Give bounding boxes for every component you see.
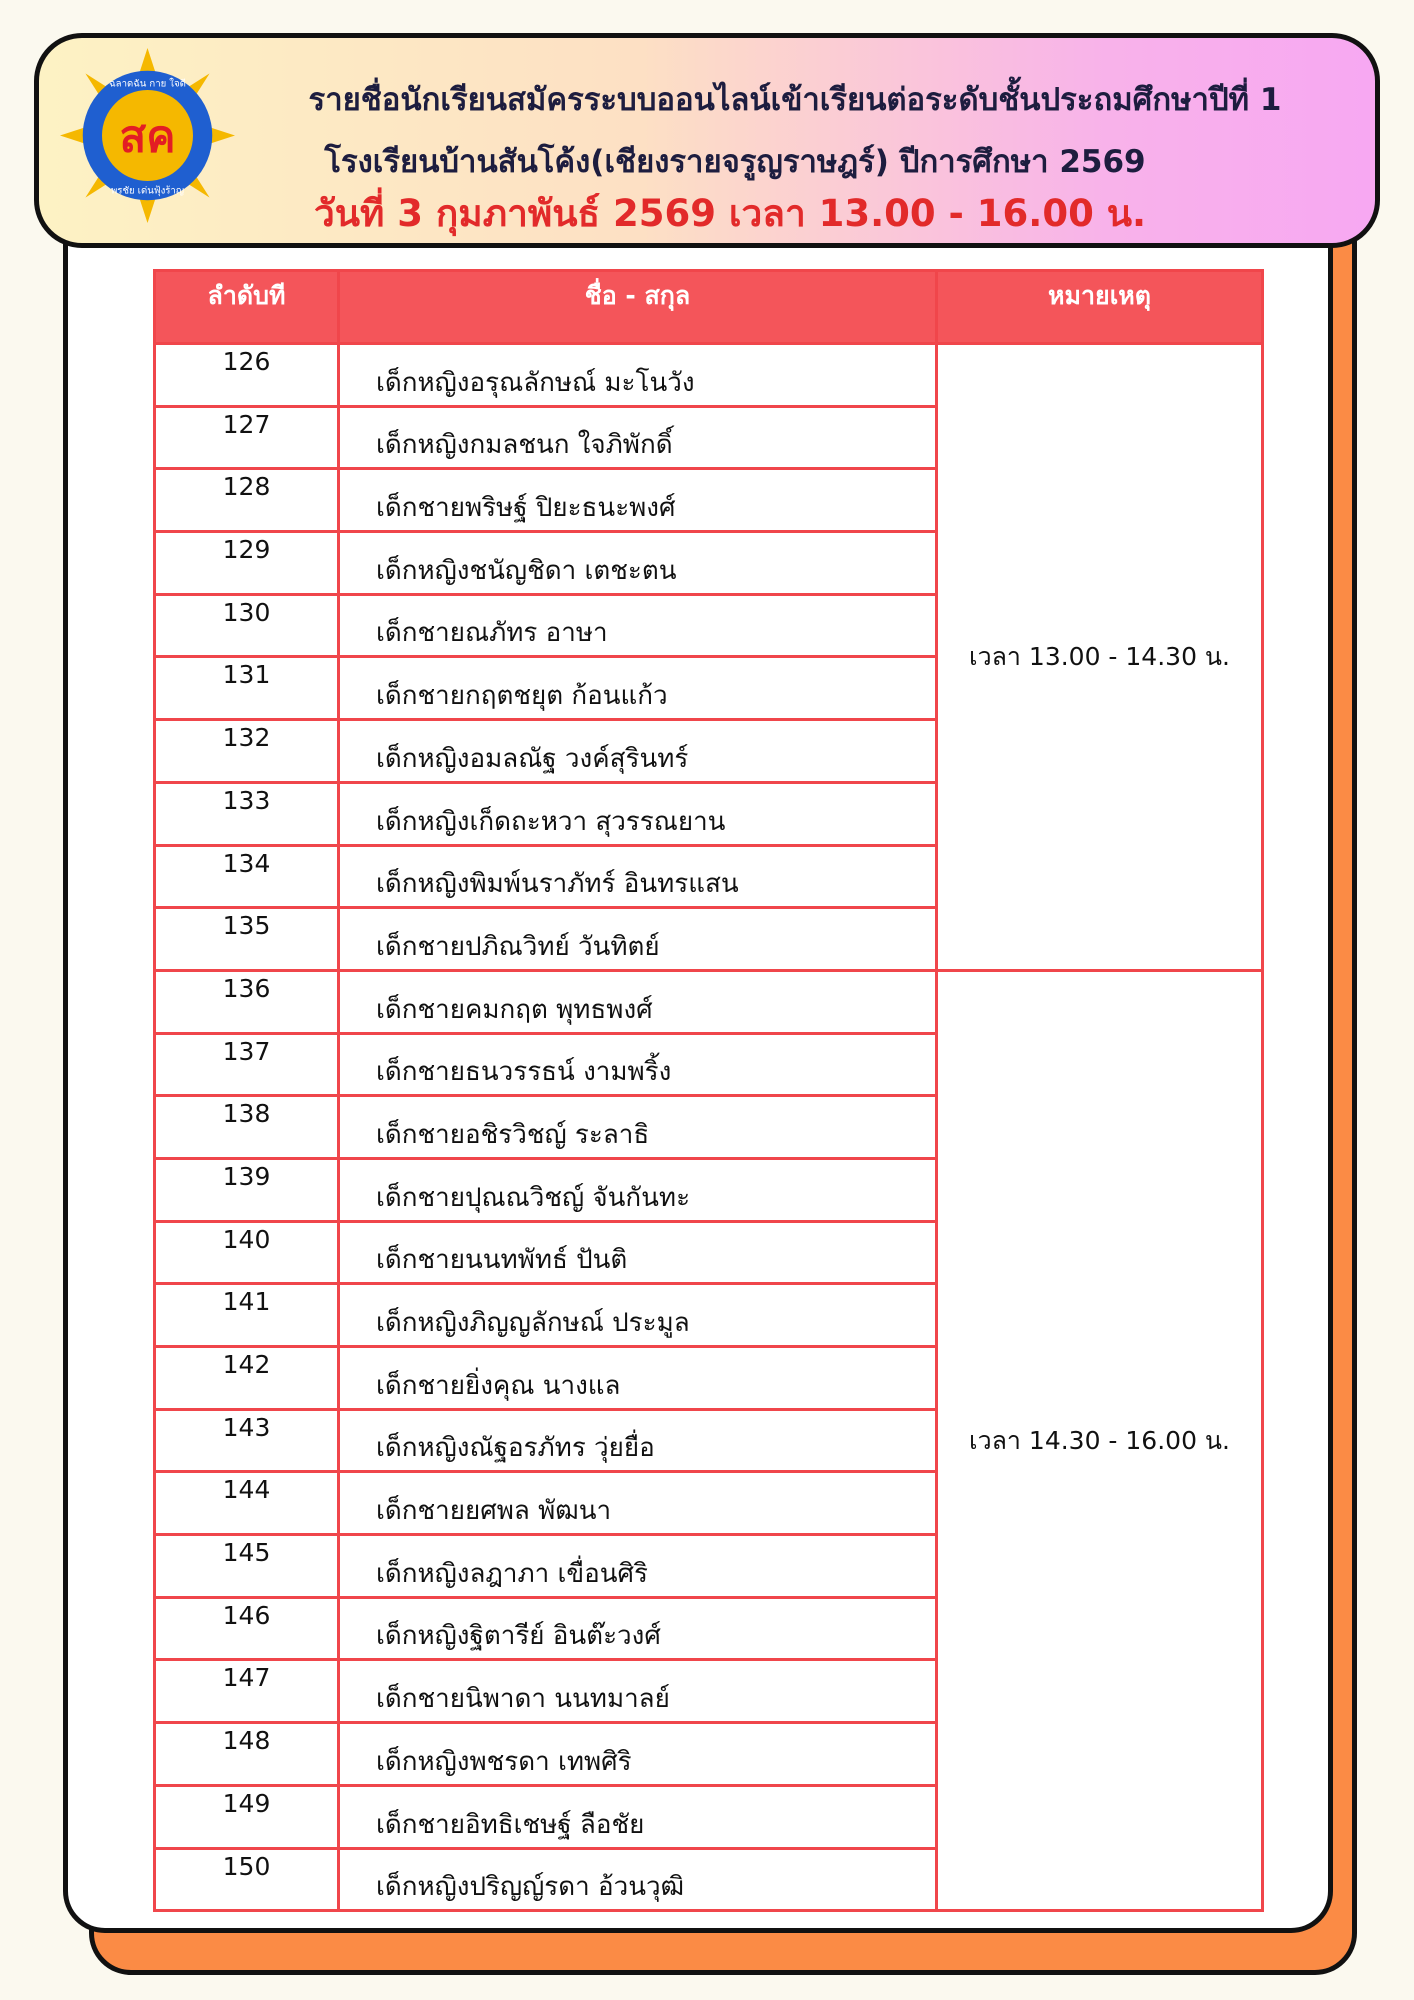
student-name: เด็กชายยิ่งคุณ นางแล — [339, 1347, 937, 1410]
student-name: เด็กหญิงเก็ดถะหวา สุวรรณยาน — [339, 782, 937, 845]
school-name: โรงเรียนบ้านสันโค้ง(เชียงรายจรูญราษฎร์) ปีการศึกษา 2569 — [324, 144, 1146, 180]
row-number: 130 — [155, 594, 339, 657]
row-number: 133 — [155, 782, 339, 845]
row-number: 147 — [155, 1660, 339, 1723]
row-number: 139 — [155, 1158, 339, 1221]
logo-text-top: ฉลาดฉัน กาย ใจดี — [109, 78, 186, 90]
row-number: 143 — [155, 1409, 339, 1472]
row-number: 142 — [155, 1347, 339, 1410]
row-number: 134 — [155, 845, 339, 908]
row-number: 129 — [155, 532, 339, 595]
row-number: 126 — [155, 344, 339, 407]
student-name: เด็กหญิงฐิตารีย์ อินต๊ะวงศ์ — [339, 1597, 937, 1660]
row-number: 140 — [155, 1221, 339, 1284]
student-name: เด็กชายปุณณวิชญ์ จันกันทะ — [339, 1158, 937, 1221]
row-number: 149 — [155, 1785, 339, 1848]
row-number: 144 — [155, 1472, 339, 1535]
row-number: 136 — [155, 970, 339, 1033]
student-name: เด็กหญิงลฎาภา เขื่อนศิริ — [339, 1535, 937, 1598]
student-name: เด็กชายธนวรรธน์ งามพริ้ง — [339, 1033, 937, 1096]
row-number: 135 — [155, 908, 339, 971]
row-number: 150 — [155, 1848, 339, 1911]
student-name: เด็กหญิงกมลชนก ใจภิพักดิ์ — [339, 406, 937, 469]
logo-text-bottom: พรชัย เด่นฟุ้งร้าญ — [110, 185, 185, 197]
row-number: 131 — [155, 657, 339, 720]
logo-center-text: สค — [119, 111, 176, 163]
student-name: เด็กชายณภัทร อาษา — [339, 594, 937, 657]
column-header-note: หมายเหตุ — [937, 271, 1263, 344]
row-number: 146 — [155, 1597, 339, 1660]
row-number: 137 — [155, 1033, 339, 1096]
school-logo-icon — [60, 48, 235, 223]
student-name: เด็กชายอชิรวิชญ์ ระลาธิ — [339, 1096, 937, 1159]
student-name: เด็กหญิงณัฐอรภัทร วุ่ยยื่อ — [339, 1409, 937, 1472]
student-name: เด็กชายปภิณวิทย์ วันทิตย์ — [339, 908, 937, 971]
table-header-row — [155, 271, 1263, 344]
row-number: 128 — [155, 469, 339, 532]
student-name: เด็กชายนนทพัทธ์ ปันติ — [339, 1221, 937, 1284]
student-name: เด็กหญิงชนัญชิดา เตชะตน — [339, 532, 937, 595]
schedule-date: วันที่ 3 กุมภาพันธ์ 2569 เวลา 13.00 - 16.00 น. — [313, 192, 1147, 235]
column-header-name: ชื่อ - สกุล — [339, 271, 937, 344]
page-title: รายชื่อนักเรียนสมัครระบบออนไลน์เข้าเรียนต่อระดับชั้นประถมศึกษาปีที่ 1 — [308, 82, 1282, 118]
student-name: เด็กหญิงอมลณัฐ วงค์สุรินทร์ — [339, 720, 937, 783]
student-name: เด็กหญิงปริญญ์รดา อ้วนวุฒิ — [339, 1848, 937, 1911]
row-number: 148 — [155, 1723, 339, 1786]
student-table — [153, 269, 1264, 1912]
column-header-number: ลำดับที — [155, 271, 339, 344]
row-number: 145 — [155, 1535, 339, 1598]
row-number: 127 — [155, 406, 339, 469]
student-name: เด็กชายคมกฤต พุทธพงศ์ — [339, 970, 937, 1033]
table-row — [155, 344, 1263, 407]
student-name: เด็กชายกฤตชยุต ก้อนแก้ว — [339, 657, 937, 720]
student-name: เด็กหญิงอรุณลักษณ์ มะโนวัง — [339, 344, 937, 407]
row-number: 141 — [155, 1284, 339, 1347]
student-name: เด็กหญิงพชรดา เทพศิริ — [339, 1723, 937, 1786]
time-slot-note: เวลา 14.30 - 16.00 น. — [937, 970, 1263, 1910]
student-name: เด็กหญิงภิญญลักษณ์ ประมูล — [339, 1284, 937, 1347]
time-slot-note: เวลา 13.00 - 14.30 น. — [937, 344, 1263, 971]
table-row — [155, 970, 1263, 1033]
row-number: 132 — [155, 720, 339, 783]
student-name: เด็กชายนิพาดา นนทมาลย์ — [339, 1660, 937, 1723]
table-body — [155, 344, 1263, 1911]
row-number: 138 — [155, 1096, 339, 1159]
student-name: เด็กหญิงพิมพ์นราภัทร์ อินทรแสน — [339, 845, 937, 908]
student-name: เด็กชายยศพล พัฒนา — [339, 1472, 937, 1535]
student-name: เด็กชายอิทธิเชษฐ์ ลือชัย — [339, 1785, 937, 1848]
student-name: เด็กชายพริษฐ์ ปิยะธนะพงศ์ — [339, 469, 937, 532]
